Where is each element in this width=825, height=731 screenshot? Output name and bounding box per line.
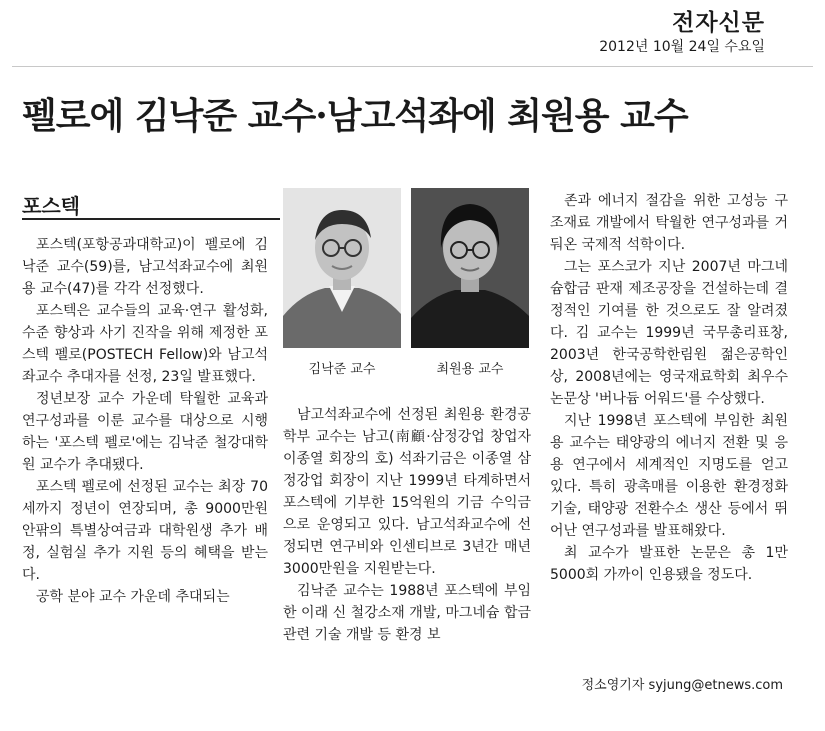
article-column-3 [550,190,788,586]
paragraph: 지난 1998년 포스텍에 부임한 최원용 교수는 태양광의 에너지 전환 및 응용 연구에서 세계적인 지명도를 얻고 있다. 특히 광촉매를 이용한 환경정화 기술, 태양광 전환수소 생산 등에서 뛰어난 연구성과를 발표해왔다. [550,413,788,539]
paragraph: 존과 에너지 절감을 위한 고성능 구조재료 개발에서 탁월한 연구성과를 거둬온 국제적 석학이다. [550,193,788,253]
header-rule [12,66,813,67]
paragraph: 포스텍은 교수들의 교육·연구 활성화, 수준 향상과 사기 진작을 위해 제정한 포스텍 펠로(POSTECH Fellow)와 남고석좌교수 추대자를 선정, 23일 발표했다. [22,303,268,385]
portrait-kim-nakjun [283,188,401,348]
paragraph: 포스텍 펠로에 선정된 교수는 최장 70세까지 정년이 연장되며, 총 9000만원 안팎의 특별상여금과 대학원생 추가 배정, 실험실 추가 지원 등의 혜택을 받는다. [22,479,268,583]
paragraph: 정년보장 교수 가운데 탁월한 교육과 연구성과를 이룬 교수를 대상으로 시행하는 '포스텍 펠로'에는 김낙준 철강대학원 교수가 추대됐다. [22,391,268,473]
paragraph: 그는 포스코가 지난 2007년 마그네슘합금 판재 제조공장을 건설하는데 결정적인 기여를 한 것으로도 잘 알려졌다. 김 교수는 1999년 국무총리표창, 2003년 한국공학한림원 젊은공학인상, 2008년에는 영국재료학회 최우수 논문상 '버나듐 어워드'를 수상했다. [550,259,788,407]
paragraph: 최 교수가 발표한 논문은 총 1만 5000회 가까이 인용됐을 정도다. [550,545,788,583]
article-column-2 [283,404,531,646]
portrait-photos [283,188,531,377]
paragraph: 남고석좌교수에 선정된 최원용 환경공학부 교수는 남고(南顧·삼정강업 창업자 이종열 회장의 호) 석좌기금은 이종열 삼정강업 회장이 지난 1999년 타계하면서 포스텍에 기부한 15억원의 기금 수익금으로 운영되고 있다. 남고석좌교수에 선정되면 연구비와 인센티브로 3년간 매년 3000만원을 지원받는다. [283,407,531,577]
byline: 정소영기자 syjung@etnews.com [581,678,783,693]
masthead [525,4,765,60]
section-label: 포스텍 [22,194,80,218]
paragraph: 김낙준 교수는 1988년 포스텍에 부임한 이래 신 철강소재 개발, 마그네슘 합금 관련 기술 개발 등 환경 보 [283,583,531,643]
paragraph: 공학 분야 교수 가운데 추대되는 [36,589,230,605]
paragraph: 포스텍(포항공과대학교)이 펠로에 김낙준 교수(59)를, 남고석좌교수에 최원용 교수(47)를 각각 선정했다. [22,237,268,297]
portrait-choi-wonyong [411,188,529,348]
photo-caption: 김낙준 교수 [308,362,376,377]
publication-date: 2012년 10월 24일 수요일 [599,39,765,55]
article-column-1 [22,234,268,608]
photo-caption: 최원용 교수 [436,362,504,377]
section-underline [22,218,280,220]
article-headline: 펠로에 김낙준 교수·남고석좌에 최원용 교수 [22,95,688,137]
newspaper-name: 전자신문 [672,10,765,36]
